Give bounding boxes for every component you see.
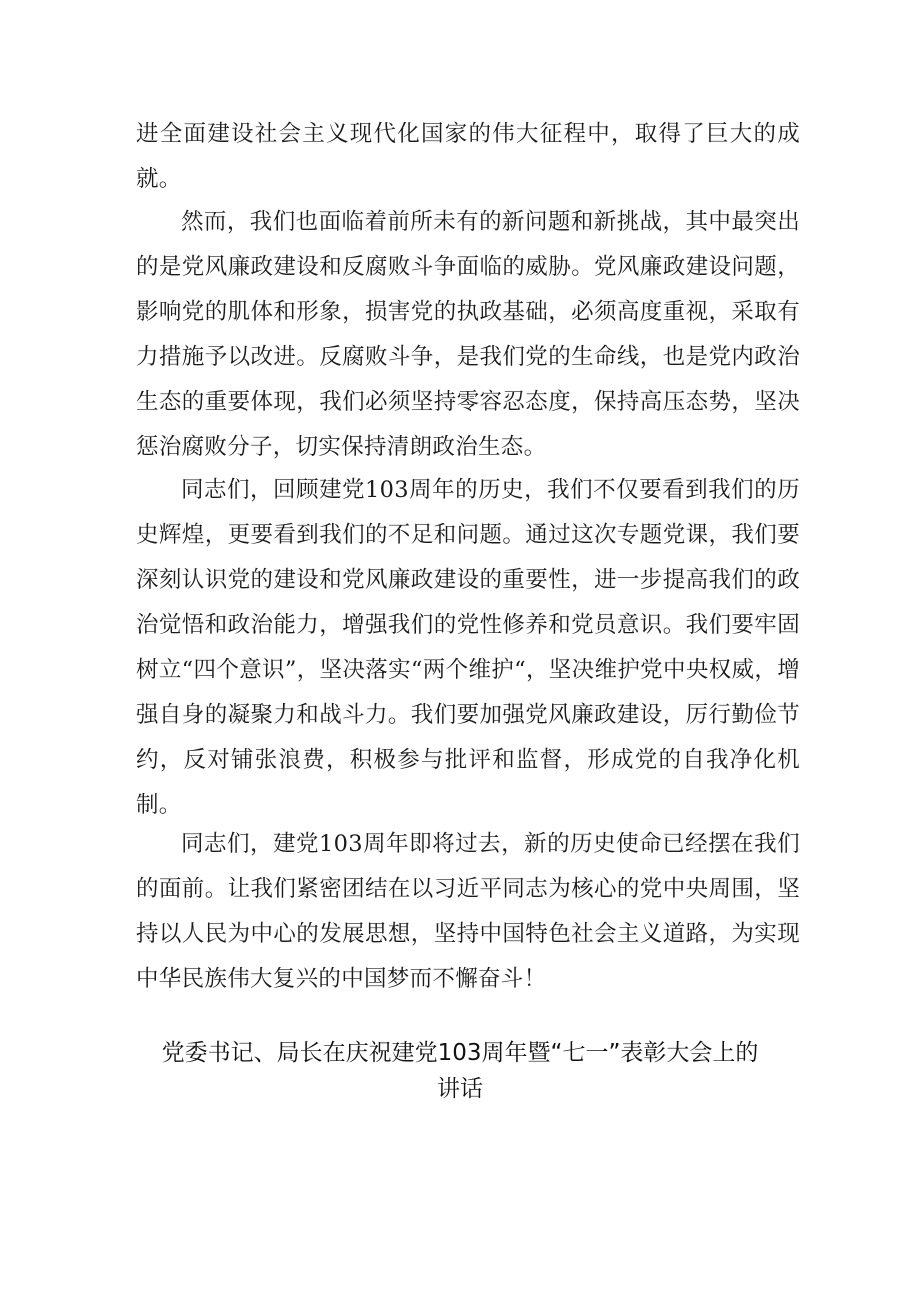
paragraph-text: 然而，我们也面临着前所未有的新问题和新挑战，其中最突出的是党风廉政建设和反腐败斗争面临的威胁。党风廉政建设问题，影响党的肌体和形象，损害党的执政基础，必须高度重视，采取有力措施予以改进。反腐败斗争，是我们党的生命线，也是党内政治生态的重要体现，我们必须坚持零容忍态度，保持高压态势，坚决惩治腐败分子，切实保持清朗政治生态。 [136, 209, 800, 460]
paragraph-anticorruption [136, 200, 800, 470]
paragraph-closing [136, 822, 800, 1002]
paragraph-text: 进全面建设社会主义现代化国家的伟大征程中，取得了巨大的成就。 [136, 121, 800, 192]
paragraph-text: 同志们，建党103周年即将过去，新的历史使命已经摆在我们的面前。让我们紧密团结在以习近平同志为核心的党中央周围，坚持以人民为中心的发展思想，坚持中国特色社会主义道路，为实现中华民族伟大复兴的中国梦而不懈奋斗！ [136, 831, 800, 992]
paragraph-history-review [136, 468, 800, 828]
paragraph-text: 同志们，回顾建党103周年的历史，我们不仅要看到我们的历史辉煌，更要看到我们的不足和问题。通过这次专题党课，我们要深刻认识党的建设和党风廉政建设的重要性，进一步提高我们的政治觉悟和政治能力，增强我们的党性修养和党员意识。我们要牢固树立“四个意识”，坚决落实“两个维护“，坚决维护党中央权威，增强自身的凝聚力和战斗力。我们要加强党风廉政建设，厉行勤俭节约，反对铺张浪费，积极参与批评和监督，形成党的自我净化机制。 [136, 477, 800, 818]
paragraph-continued [136, 112, 800, 202]
section-title: 党委书记、局长在庆祝建党103周年暨“七一”表彰大会上的讲话 [161, 1040, 759, 1102]
